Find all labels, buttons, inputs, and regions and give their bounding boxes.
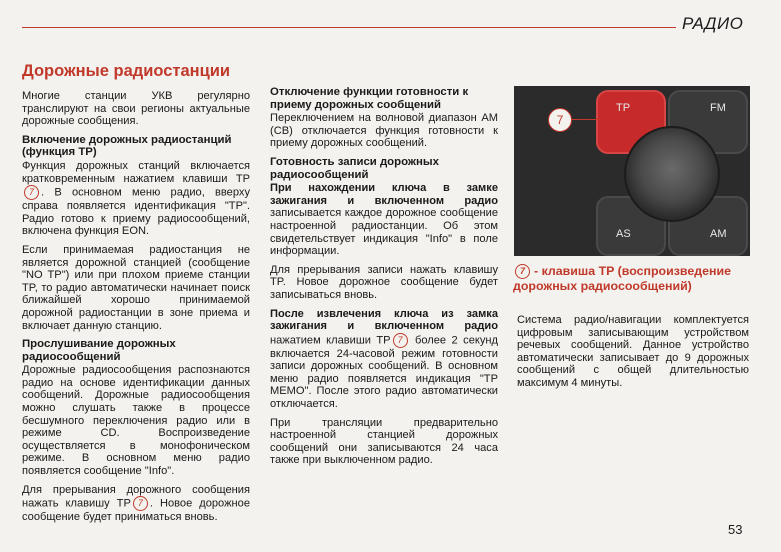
paragraph-record-stop: Для прерывания записи нажать клавишу TP. Новое дорожное сообщение будет записываться вновь.	[270, 263, 498, 301]
key-tp-heading: 7 - клавиша TP (воспроизведение дорожных радиосообщений)	[513, 264, 731, 294]
paragraph-after-key: После извлечения ключа из замка зажигания и включенном радио нажатием клавиши TP 7 более 2 секунд включается 24-часовой режим готовности записи дорожных сообщений. В основном меню радио появляется индикация "TP MEMO". После этого радио автоматически отключается.	[270, 307, 498, 411]
key-7-marker-icon: 7	[515, 264, 530, 279]
paragraph-recorder: Система радио/навигации комплектуется цифровым записывающим устройством речевых сообщений. Данное устройство автоматически записывает до 9 дорожных сообщений с общей длительностью максимум 4 минуты.	[517, 314, 749, 389]
tp-button-image: TP	[596, 90, 666, 154]
column-right	[517, 314, 749, 396]
callout-line	[571, 119, 601, 120]
section-title: РАДИО	[682, 14, 744, 33]
fm-button-image: FM	[668, 90, 748, 154]
heading-disable: Отключение функции готовности к приему дорожных сообщений	[270, 86, 469, 111]
rotary-knob-image	[624, 126, 720, 222]
paragraph-disable: Переключением на волновой диапазон AM (CB) отключается функция готовности к приему дорожных сообщений.	[270, 112, 498, 150]
heading-listen: Прослушивание дорожных радиосообщений	[22, 338, 176, 363]
heading-enable-tp: Включение дорожных радиостанций (функция TP)	[22, 133, 232, 159]
as-button-image: AS	[596, 196, 666, 256]
paragraph-no-tp: Если принимаемая радиостанция не является дорожной станцией (сообщение "NO TP") или при плохом приеме станции TP, то радио автоматически начинает поиск ближайшей хорошо принимаемой дорожной радиостанции в зоне приема и включает данную станцию.	[22, 243, 250, 332]
column-left	[22, 62, 250, 530]
key-7-ref-icon: 7	[393, 333, 408, 348]
radio-buttons-photo	[514, 86, 750, 256]
paragraph-record-ready: При нахождении ключа в замке зажигания и включенном радио записывается каждое дорожное сообщение настроенной радиостанции. Об этом свидетельствует индикация "Info" в поле информации.	[270, 182, 498, 258]
paragraph-interrupt: Для прерывания дорожного сообщения нажать клавишу TP 7 . Новое дорожное сообщение будет приниматься вновь.	[22, 483, 250, 524]
callout-7-icon: 7	[548, 108, 572, 132]
column-middle	[270, 86, 498, 473]
page-number: 53	[728, 522, 743, 537]
key-7-ref-icon: 7	[133, 496, 148, 511]
am-button-image: AM	[668, 196, 748, 256]
header-rule	[22, 27, 676, 28]
paragraph-listen: Дорожные радиосообщения распознаются радио на основе идентификации данных сообщений. Дорожные радиосообщения можно слушать также в процессе бесшумного переключения радио или в режиме CD. Воспроизведение осуществляется в монофоническом режиме. В основном меню радио появляется сообщение "Info".	[22, 364, 250, 478]
key-7-ref-icon: 7	[24, 185, 39, 200]
paragraph-enable-tp: Функция дорожных станций включается кратковременным нажатием клавиши TP7 . В основном меню радио, вверху справа появляется идентификация "TP". Радио готово к приему радиосообщений, включена функция EON.	[22, 159, 250, 238]
page-title: Дорожные радиостанции	[22, 62, 231, 80]
intro-paragraph: Многие станции УКВ регулярно транслируют на свои регионы актуальные дорожные сообщения.	[22, 90, 250, 128]
heading-record-ready: Готовность записи дорожных радиосообщений	[270, 155, 439, 181]
paragraph-24h: При трансляции предварительно настроенной станцией дорожных сообщений они записываются 24 часа также при выключенном радио.	[270, 416, 498, 467]
